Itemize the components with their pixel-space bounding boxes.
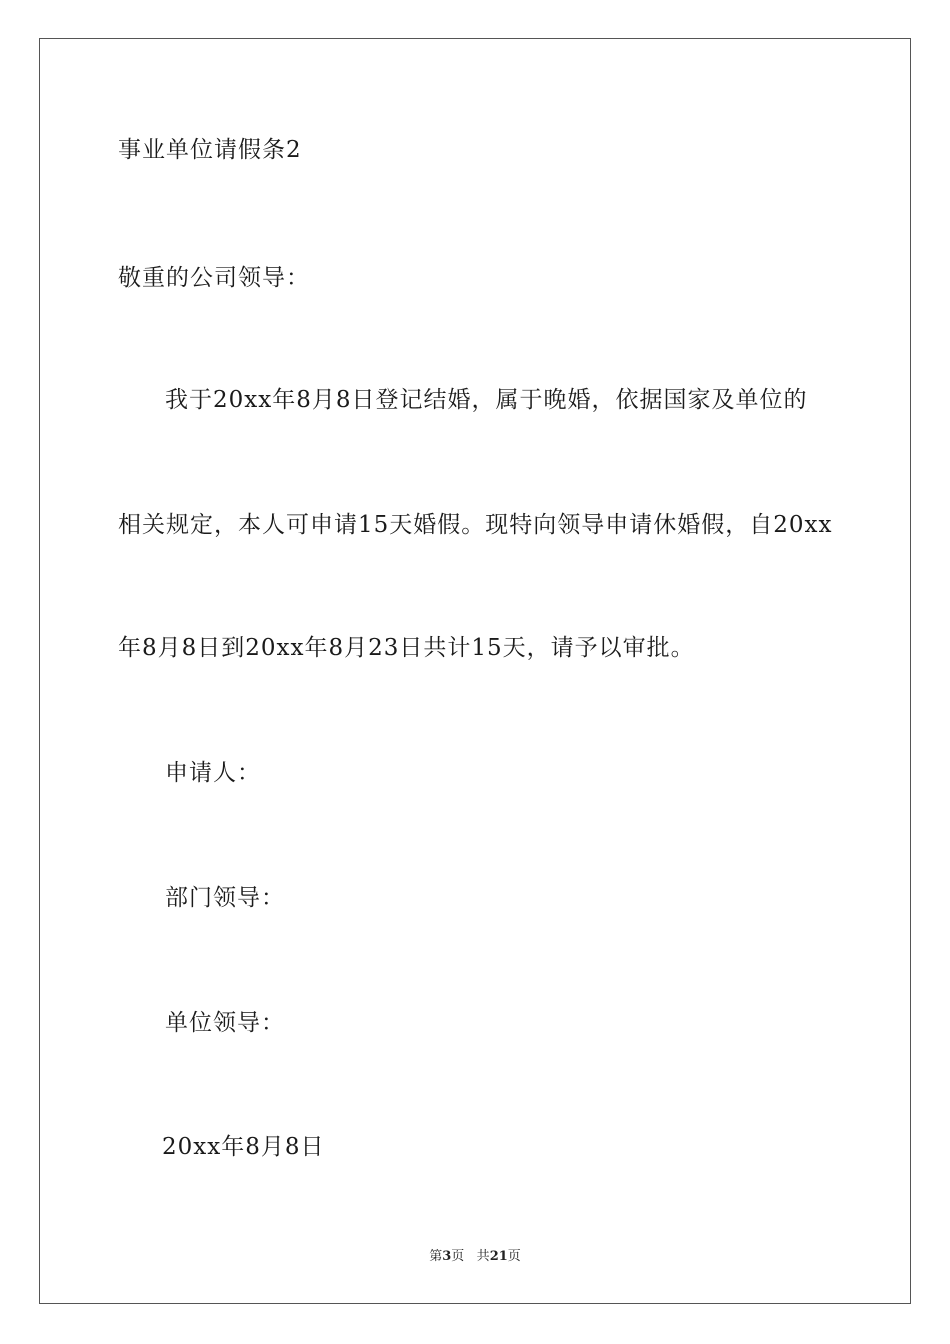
body-line-1: 我于20xx年8月8日登记结婚，属于晚婚，依据国家及单位的 bbox=[165, 387, 808, 413]
salutation: 敬重的公司领导： bbox=[118, 265, 310, 291]
page-border bbox=[39, 38, 911, 1304]
footer-total-suffix: 页 bbox=[507, 1249, 521, 1264]
applicant-label: 申请人： bbox=[165, 760, 261, 786]
footer-total-prefix: 共 bbox=[476, 1249, 490, 1264]
page-footer bbox=[0, 1249, 950, 1265]
footer-page-number: 3 bbox=[442, 1249, 452, 1264]
footer-total-pages: 21 bbox=[489, 1249, 508, 1264]
document-date: 20xx年8月8日 bbox=[162, 1134, 325, 1160]
unit-leader-label: 单位领导： bbox=[165, 1010, 285, 1036]
body-line-2: 相关规定，本人可申请15天婚假。现特向领导申请休婚假，自20xx bbox=[118, 512, 833, 538]
document-title: 事业单位请假条2 bbox=[118, 137, 302, 163]
footer-page-suffix: 页 bbox=[451, 1249, 465, 1264]
department-leader-label: 部门领导： bbox=[165, 885, 285, 911]
footer-page-prefix: 第 bbox=[429, 1249, 443, 1264]
body-line-3: 年8月8日到20xx年8月23日共计15天，请予以审批。 bbox=[118, 635, 695, 661]
